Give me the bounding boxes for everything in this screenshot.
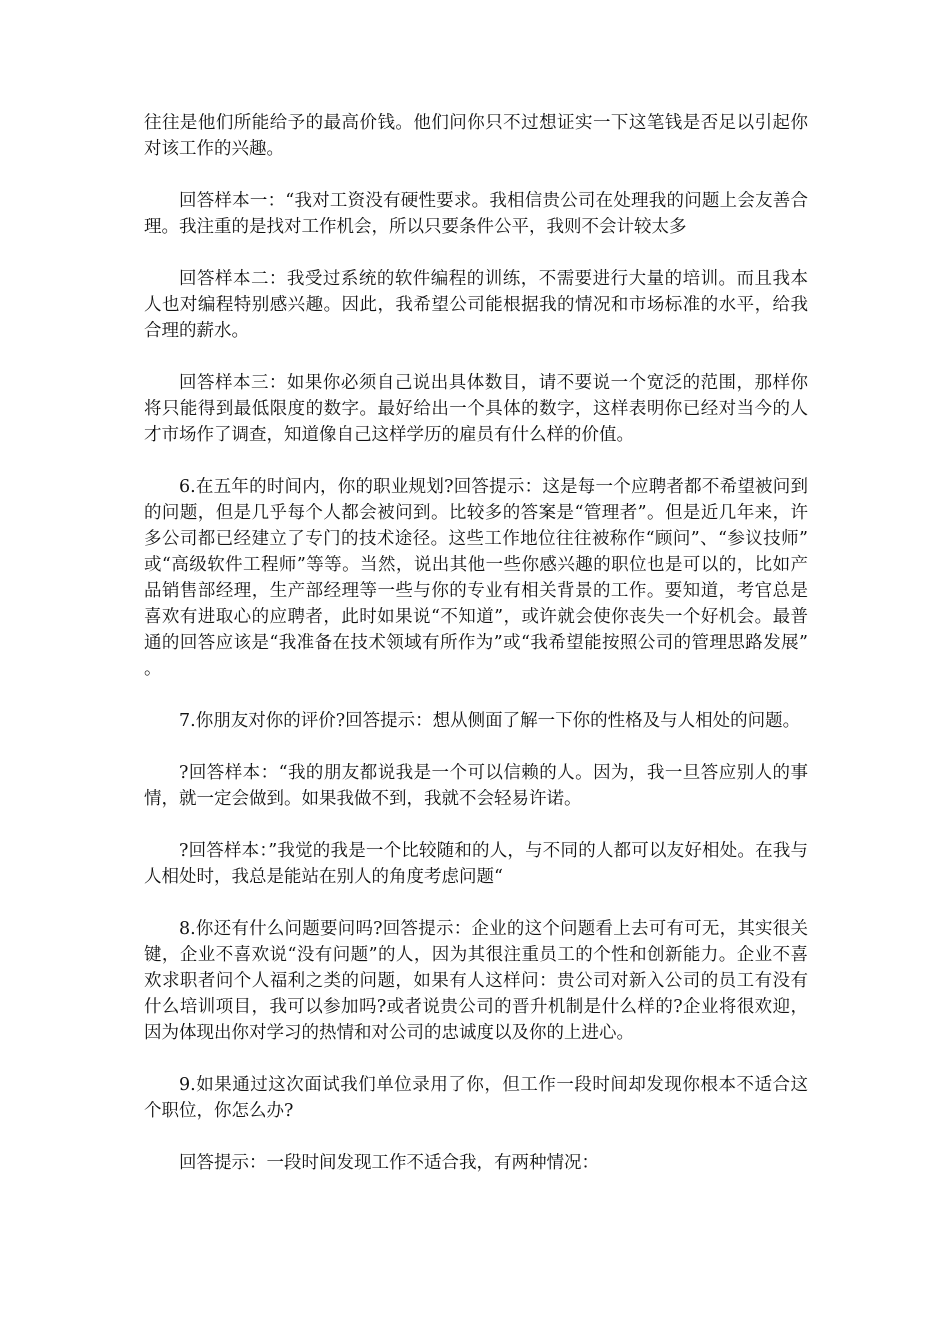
paragraph-sample-answer-3: 回答样本三：如果你必须自己说出具体数目，请不要说一个宽泛的范围，那样你将只能得到最低限度的数字。最好给出一个具体的数字，这样表明你已经对当今的人才市场作了调查，知道像自己这样学历的雇员有什么样的价值。 (144, 373, 808, 445)
paragraph-q9-hint: 回答提示：一段时间发现工作不适合我，有两种情况： (179, 1153, 599, 1173)
paragraph-sample-answer-2: 回答样本二：我受过系统的软件编程的训练，不需要进行大量的培训。而且我本人也对编程特别感兴趣。因此，我希望公司能根据我的情况和市场标准的水平，给我合理的薪水。 (144, 269, 808, 341)
paragraph-q7-sample-1: ?回答样本：“我的朋友都说我是一个可以信赖的人。因为，我一旦答应别人的事情，就一定会做到。如果我做不到，我就不会轻易许诺。 (144, 763, 808, 809)
paragraph-q7-sample-2: ?回答样本：”我觉的我是一个比较随和的人，与不同的人都可以友好相处。在我与人相处时，我总是能站在别人的角度考虑问题“ (144, 841, 808, 887)
paragraph-question-9: 9.如果通过这次面试我们单位录用了你，但工作一段时间却发现你根本不适合这个职位，你怎么办? (144, 1075, 808, 1121)
paragraph-question-6: 6.在五年的时间内，你的职业规划?回答提示：这是每一个应聘者都不希望被问到的问题，但是几乎每个人都会被问到。比较多的答案是“管理者”。但是近几年来，许多公司都已经建立了专门的技术途径。这些工作地位往往被称作“顾问”、“参议技师”或“高级软件工程师”等等。当然，说出其他一些你感兴趣的职位也是可以的，比如产品销售部经理，生产部经理等一些与你的专业有相关背景的工作。要知道，考官总是喜欢有进取心的应聘者，此时如果说“不知道”，或许就会使你丧失一个好机会。最普通的回答应该是“我准备在技术领域有所作为”或“我希望能按照公司的管理思路发展”。 (144, 477, 808, 679)
paragraph-question-8: 8.你还有什么问题要问吗?回答提示：企业的这个问题看上去可有可无，其实很关键，企业不喜欢说“没有问题”的人，因为其很注重员工的个性和创新能力。企业不喜欢求职者问个人福利之类的问题，如果有人这样问：贵公司对新入公司的员工有没有什么培训项目，我可以参加吗?或者说贵公司的晋升机制是什么样的?企业将很欢迎，因为体现出你对学习的热情和对公司的忠诚度以及你的上进心。 (144, 919, 808, 1043)
paragraph-sample-answer-1: 回答样本一：“我对工资没有硬性要求。我相信贵公司在处理我的问题上会友善合理。我注重的是找对工作机会，所以只要条件公平，我则不会计较太多 (144, 191, 808, 237)
paragraph-salary-intro: 往往是他们所能给予的最高价钱。他们问你只不过想证实一下这笔钱是否足以引起你对该工作的兴趣。 (144, 113, 808, 159)
paragraph-question-7: 7.你朋友对你的评价?回答提示：想从侧面了解一下你的性格及与人相处的问题。 (179, 711, 801, 731)
document-page (144, 110, 808, 1202)
